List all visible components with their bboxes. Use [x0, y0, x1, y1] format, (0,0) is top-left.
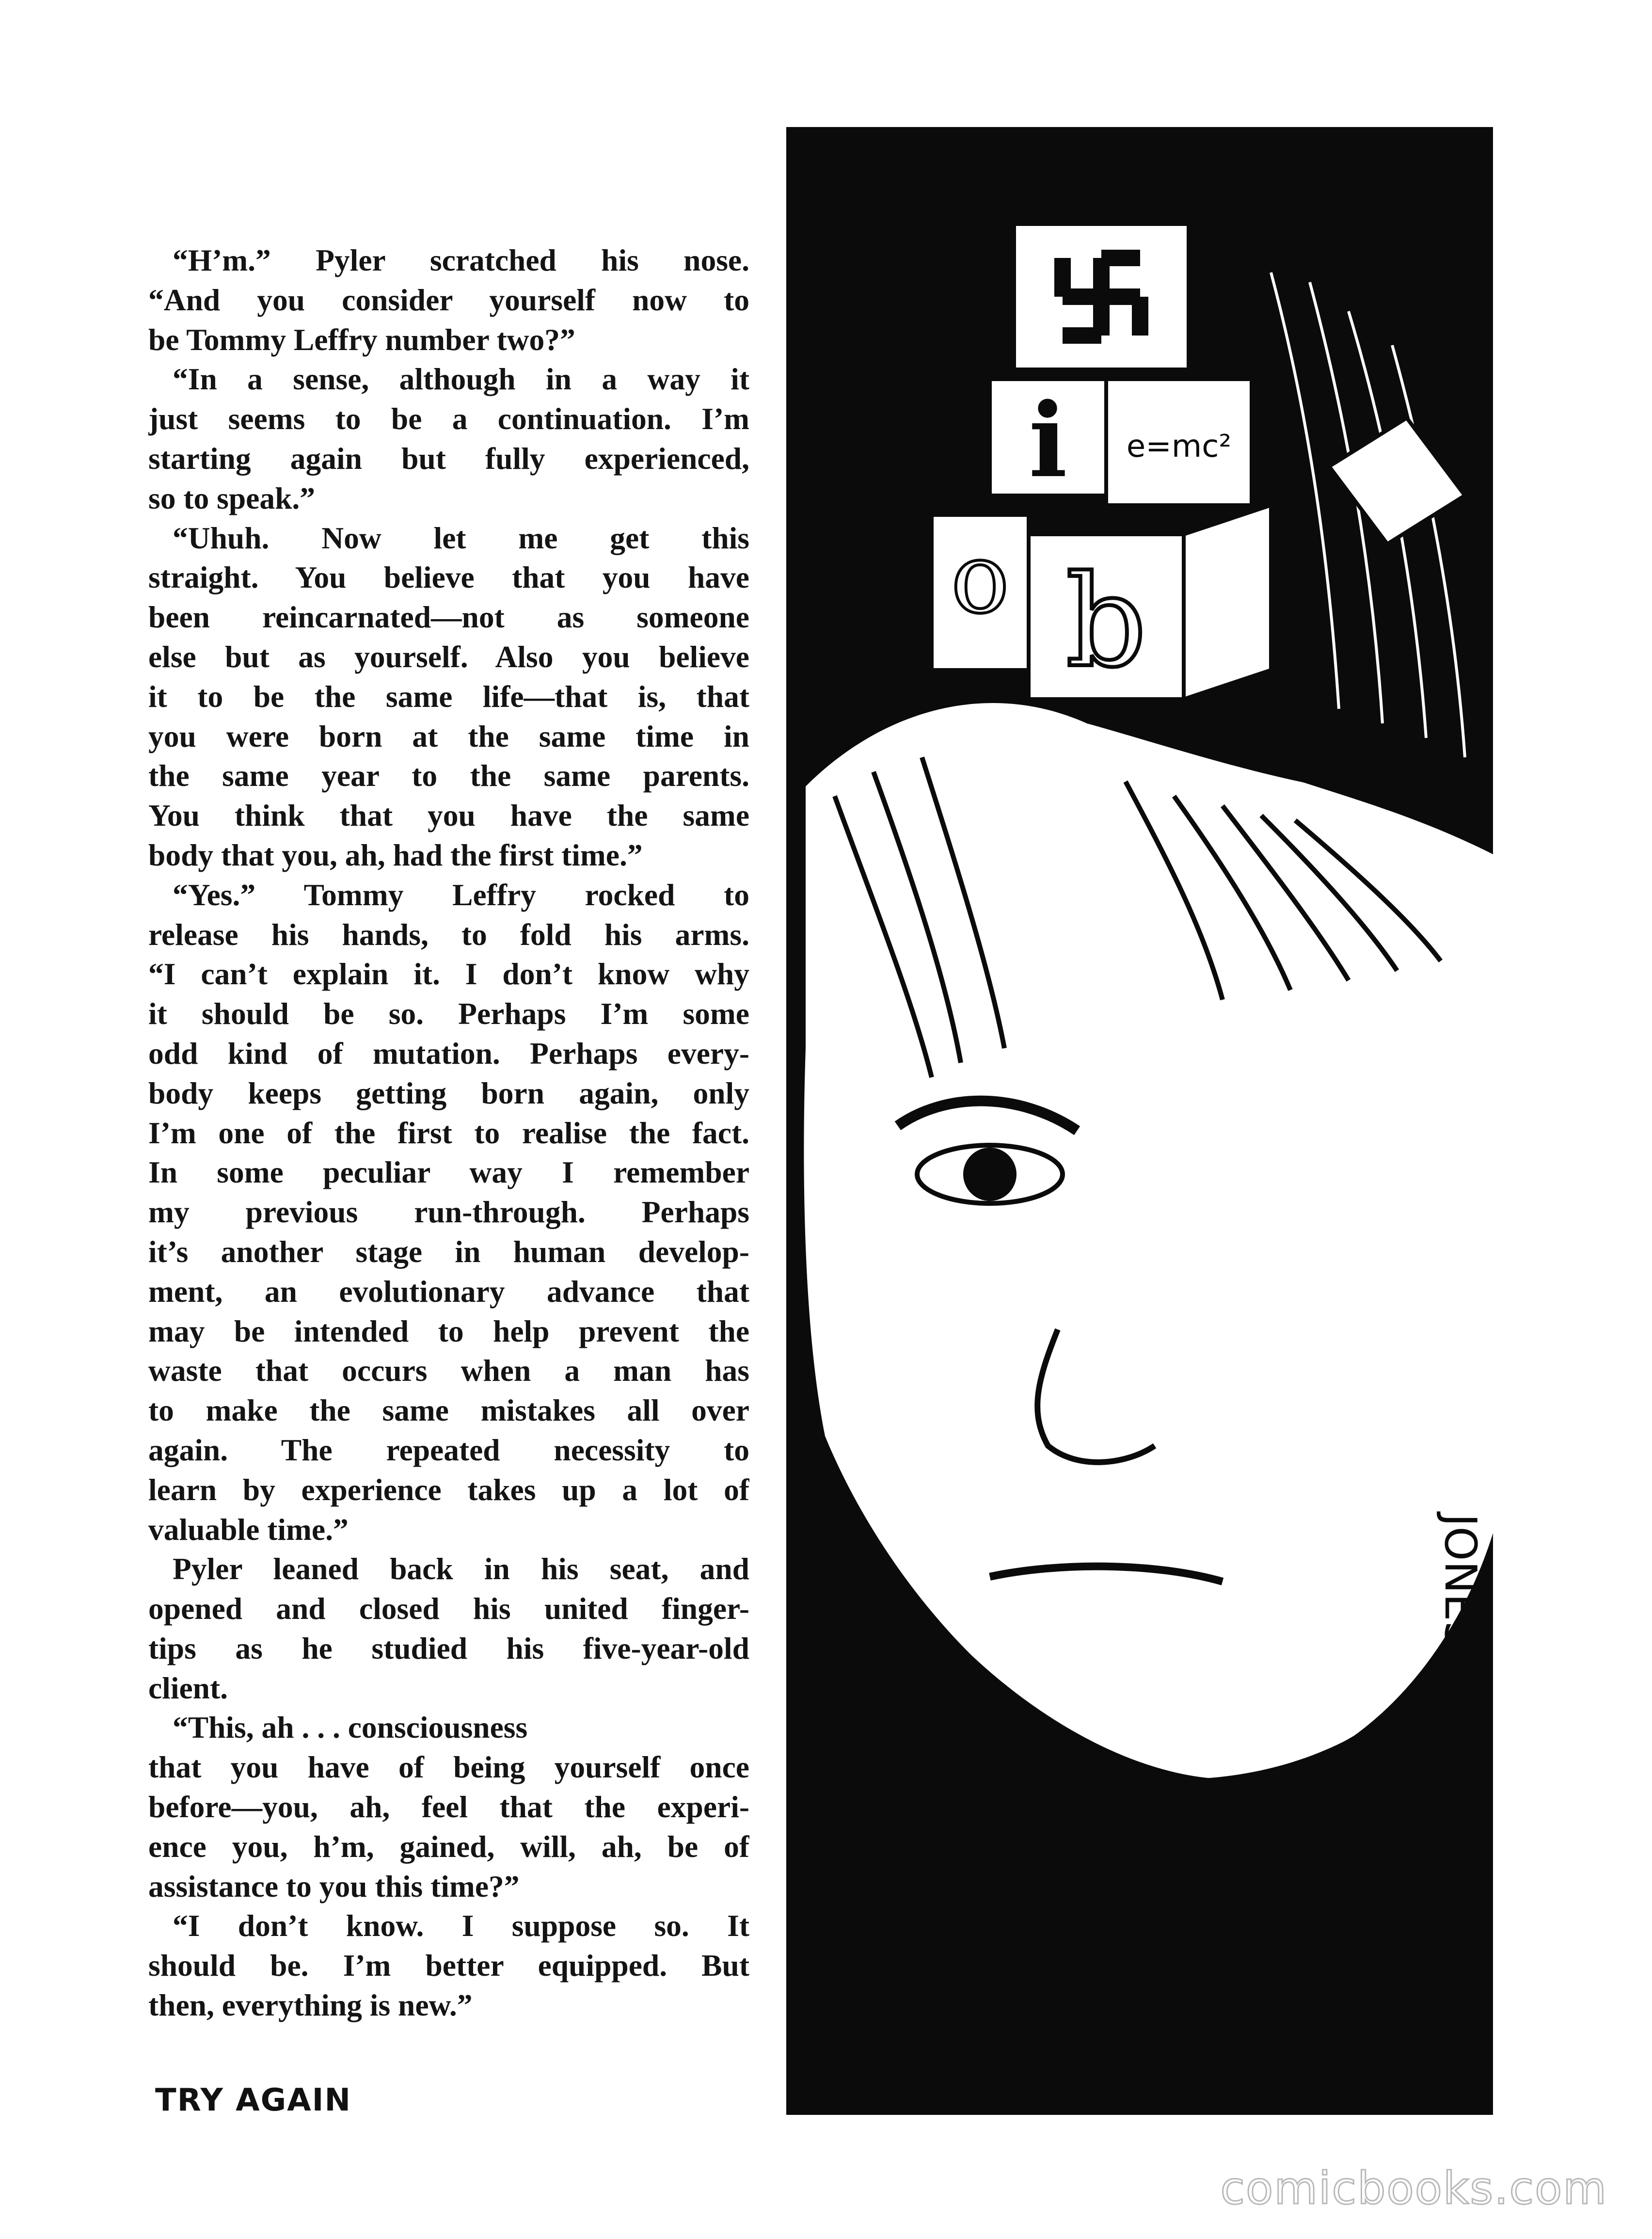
- text-line: “Yes.” Tommy Leffry rocked to: [173, 877, 749, 912]
- text-line: ence you, h’m, gained, will, ah, be of: [148, 1829, 749, 1864]
- text-line: “H’m.” Pyler scratched his nose.: [173, 243, 749, 277]
- text-line: “I can’t explain it. I don’t know why: [148, 957, 749, 992]
- text-line: “In a sense, although in a way it: [173, 362, 749, 397]
- text-line: client.: [148, 1670, 228, 1705]
- text-line: In some peculiar way I remember: [148, 1155, 749, 1190]
- text-line: it to be the same life—that is, that: [148, 679, 749, 714]
- text-line: opened and closed his united finger-: [148, 1591, 749, 1626]
- text-line: then, everything is new.”: [148, 1988, 473, 2023]
- story-text-column: [148, 240, 749, 2025]
- text-line: “And you consider yourself now to: [148, 282, 749, 317]
- text-line: waste that occurs when a man has: [148, 1353, 749, 1388]
- text-line: You think that you have the same: [148, 798, 749, 833]
- boy-face-illustration: [786, 127, 1493, 2115]
- text-line: been reincarnated—not as someone: [148, 600, 749, 635]
- text-line: body keeps getting born again, only: [148, 1075, 749, 1110]
- watermark: comicbooks.com: [1220, 2162, 1607, 2214]
- story-title-footer: TRY AGAIN: [155, 2082, 352, 2118]
- text-line: so to speak.”: [148, 480, 316, 515]
- text-line: I’m one of the first to realise the fact.: [148, 1115, 749, 1150]
- text-line: ment, an evolutionary advance that: [148, 1274, 749, 1309]
- text-line: my previous run-through. Perhaps: [148, 1195, 749, 1230]
- text-line: it should be so. Perhaps I’m some: [148, 996, 749, 1031]
- text-line: tips as he studied his five-year-old: [148, 1631, 749, 1665]
- text-line: body that you, ah, had the first time.”: [148, 837, 643, 872]
- text-line: you were born at the same time in: [148, 719, 749, 753]
- text-line: it’s another stage in human develop-: [148, 1234, 749, 1269]
- o-block-letter: o: [951, 522, 1010, 635]
- formula-text: e=mc²: [1126, 429, 1232, 464]
- text-line: straight. You believe that you have: [148, 560, 749, 595]
- text-line: learn by experience takes up a lot of: [148, 1472, 749, 1507]
- text-line: just seems to be a continuation. I’m: [148, 401, 749, 436]
- text-line: again. The repeated necessity to: [148, 1432, 749, 1467]
- block-side: [1184, 505, 1271, 699]
- artist-signature: JONES: [1435, 1514, 1486, 1649]
- text-line: “I don’t know. I suppose so. It: [173, 1908, 749, 1943]
- text-line: to make the same mistakes all over: [148, 1393, 749, 1428]
- iris: [963, 1148, 1017, 1201]
- illustration-panel: [786, 127, 1493, 2115]
- text-line: valuable time.”: [148, 1512, 349, 1547]
- text-line: “This, ah . . . consciousness: [173, 1710, 528, 1745]
- text-line: “Uhuh. Now let me get this: [173, 520, 749, 555]
- text-line: starting again but fully experienced,: [148, 441, 749, 476]
- b-block-letter: b: [1065, 549, 1147, 695]
- text-line: release his hands, to fold his arms.: [148, 917, 749, 952]
- text-line: should be. I’m better equipped. But: [148, 1948, 749, 1983]
- text-line: before—you, ah, feel that the experi-: [148, 1790, 749, 1824]
- text-line: assistance to you this time?”: [148, 1869, 520, 1903]
- text-line: else but as yourself. Also you believe: [148, 639, 749, 674]
- text-line: odd kind of mutation. Perhaps every-: [148, 1036, 749, 1071]
- text-line: the same year to the same parents.: [148, 758, 749, 793]
- i-block-letter: i: [1029, 381, 1067, 500]
- text-line: may be intended to help prevent the: [148, 1313, 749, 1348]
- text-line: be Tommy Leffry number two?”: [148, 322, 575, 357]
- text-line: Pyler leaned back in his seat, and: [173, 1551, 749, 1586]
- text-line: that you have of being yourself once: [148, 1750, 749, 1785]
